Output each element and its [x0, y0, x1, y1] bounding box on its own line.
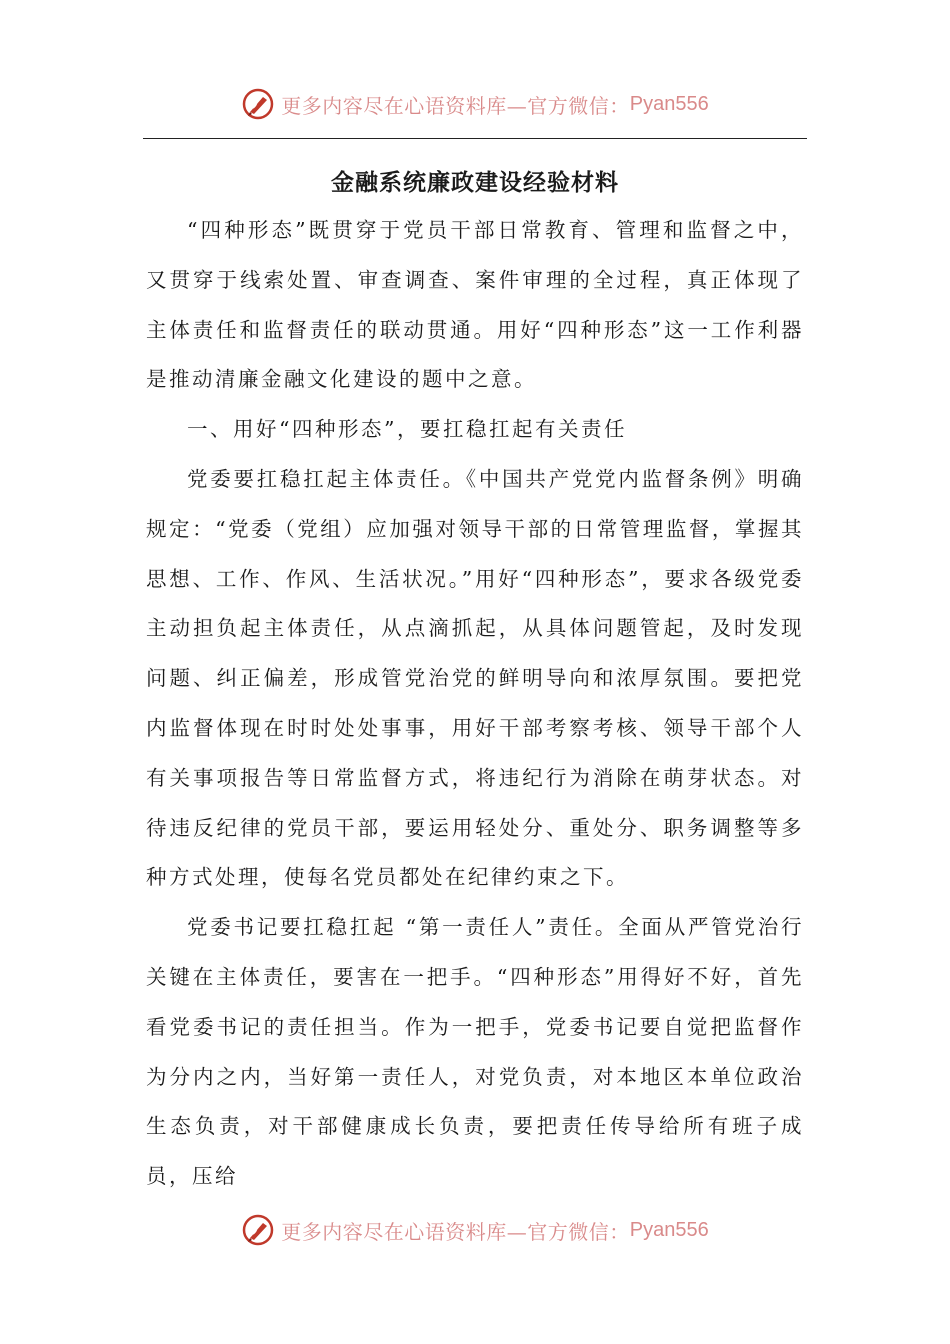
- pen-logo-icon: [241, 1213, 275, 1247]
- footer-watermark: [0, 1208, 950, 1252]
- pen-logo-icon: [241, 87, 275, 121]
- document-title: 金融系统廉政建设经验材料: [331, 169, 619, 196]
- paragraph-party-committee: 党委要扛稳扛起主体责任。《中国共产党党内监督条例》明确规定：“党委（党组）应加强对领导干部的日常管理监督，掌握其思想、工作、作风、生活状况。”用好“四种形态”，要求各级党委主动担负起主体责任，从点滴抓起，从具体问题管起，及时发现问题、纠正偏差，形成管党治党的鲜明导向和浓厚氛围。要把党内监督体现在时时处处事事，用好干部考察考核、领导干部个人有关事项报告等日常监督方式，将违纪行为消除在萌芽状态。对待违反纪律的党员干部，要运用轻处分、重处分、职务调整等多种方式处理，使每名党员都处在纪律约束之下。: [146, 466, 804, 890]
- watermark-wechat-id: Pyan556: [629, 92, 709, 115]
- watermark-text: 更多内容尽在心语资料库—官方微信：: [281, 1219, 630, 1244]
- header-watermark: [0, 82, 950, 126]
- watermark-wechat-id: Pyan556: [629, 1218, 709, 1241]
- header-divider: [143, 138, 807, 139]
- paragraph-intro: “四种形态”既贯穿于党员干部日常教育、管理和监督之中，又贯穿于线索处置、审查调查、案件审理的全过程，真正体现了主体责任和监督责任的联动贯通。用好“四种形态”这一工作利器是推动清廉金融文化建设的题中之意。: [146, 218, 804, 392]
- watermark-text: 更多内容尽在心语资料库—官方微信：: [281, 93, 630, 118]
- document-body: [146, 160, 804, 1202]
- section-heading: 一、用好“四种形态”，要扛稳扛起有关责任: [187, 417, 627, 442]
- paragraph-party-secretary: 党委书记要扛稳扛起 “第一责任人”责任。全面从严管党治行关键在主体责任，要害在一把手。“四种形态”用得好不好，首先看党委书记的责任担当。作为一把手，党委书记要自觉把监督作为分内之内，当好第一责任人，对党负责，对本地区本单位政治生态负责，对干部健康成长负责，要把责任传导给所有班子成员，压给: [146, 915, 804, 1189]
